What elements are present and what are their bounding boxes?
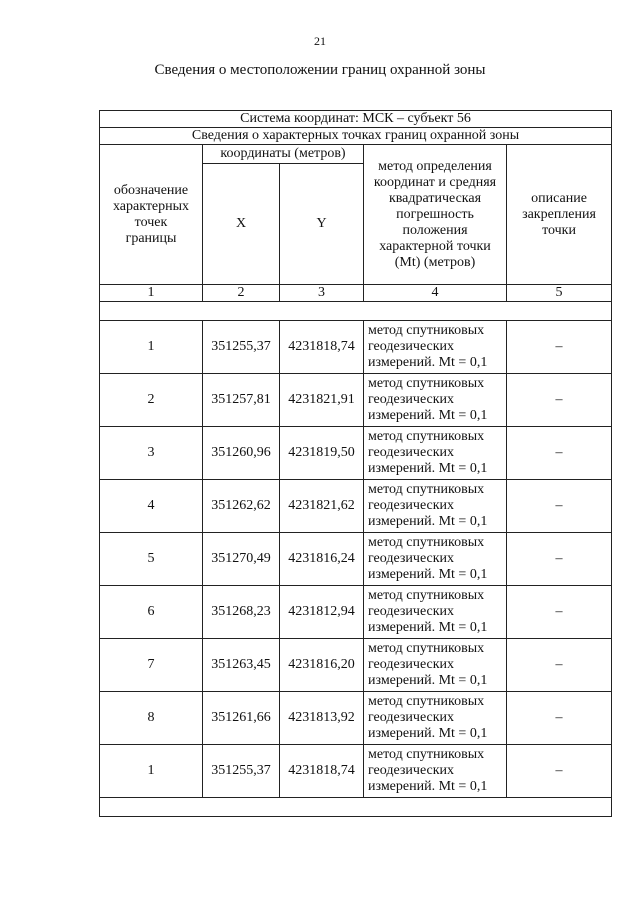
method-cell — [364, 374, 507, 427]
method-cell — [364, 692, 507, 745]
method-line: измерений. Mt = 0,1 — [368, 726, 488, 741]
column-number: 2 — [203, 285, 280, 302]
method-line: метод спутниковых — [368, 641, 485, 656]
header-x: X — [203, 164, 280, 285]
boundary-points-table — [99, 110, 612, 817]
spacer-row — [100, 798, 612, 817]
point-cell: 2 — [100, 374, 203, 427]
subtitle-cell: Сведения о характерных точках границ охранной зоны — [100, 128, 612, 145]
y-cell: 4231818,74 — [280, 321, 364, 374]
method-cell — [364, 639, 507, 692]
method-line: измерений. Mt = 0,1 — [368, 620, 488, 635]
x-cell: 351261,66 — [203, 692, 280, 745]
method-line: геодезических — [368, 392, 455, 407]
coordinate-system-cell: Система координат: МСК – субъект 56 — [100, 111, 612, 128]
point-cell: 3 — [100, 427, 203, 480]
x-cell: 351270,49 — [203, 533, 280, 586]
method-cell — [364, 480, 507, 533]
table-row — [100, 586, 612, 639]
coordinate-system-row — [100, 111, 612, 128]
description-cell: – — [507, 745, 612, 798]
method-cell — [364, 745, 507, 798]
method-line: геодезических — [368, 604, 455, 619]
method-line: метод спутниковых — [368, 535, 485, 550]
description-cell: – — [507, 533, 612, 586]
method-line: измерений. Mt = 0,1 — [368, 408, 488, 423]
y-cell: 4231818,74 — [280, 745, 364, 798]
y-cell: 4231821,62 — [280, 480, 364, 533]
method-line: метод спутниковых — [368, 694, 485, 709]
y-cell: 4231816,20 — [280, 639, 364, 692]
method-line: измерений. Mt = 0,1 — [368, 779, 488, 794]
page-number: 21 — [314, 34, 326, 48]
table-row — [100, 321, 612, 374]
method-line: геодезических — [368, 339, 455, 354]
method-line: метод спутниковых — [368, 588, 485, 603]
x-cell: 351255,37 — [203, 745, 280, 798]
table-row — [100, 639, 612, 692]
table-row — [100, 745, 612, 798]
table-body — [100, 111, 612, 321]
description-cell: – — [507, 639, 612, 692]
y-cell: 4231816,24 — [280, 533, 364, 586]
method-cell — [364, 321, 507, 374]
spacer-row — [100, 302, 612, 321]
point-cell: 8 — [100, 692, 203, 745]
table-rows — [100, 321, 612, 798]
table-row — [100, 427, 612, 480]
description-cell: – — [507, 374, 612, 427]
y-cell: 4231819,50 — [280, 427, 364, 480]
spacer-cell — [100, 302, 612, 321]
column-number: 4 — [364, 285, 507, 302]
header-point-designation: обозначение характерных точек границы — [100, 145, 203, 285]
column-number-row — [100, 285, 612, 302]
header-coordinates: координаты (метров) — [203, 145, 364, 164]
point-cell: 1 — [100, 321, 203, 374]
x-cell: 351262,62 — [203, 480, 280, 533]
header-y: Y — [280, 164, 364, 285]
method-line: измерений. Mt = 0,1 — [368, 461, 488, 476]
point-cell: 4 — [100, 480, 203, 533]
column-number: 1 — [100, 285, 203, 302]
point-cell: 6 — [100, 586, 203, 639]
table-footer — [100, 798, 612, 817]
point-cell: 5 — [100, 533, 203, 586]
column-number: 3 — [280, 285, 364, 302]
method-line: метод спутниковых — [368, 429, 485, 444]
y-cell: 4231821,91 — [280, 374, 364, 427]
table-row — [100, 374, 612, 427]
x-cell: 351263,45 — [203, 639, 280, 692]
table-row — [100, 480, 612, 533]
header-row — [100, 145, 612, 164]
point-cell: 1 — [100, 745, 203, 798]
header-method: метод определения координат и средняя квадратическая погрешность положения характерной точки (Mt) (метров) — [364, 145, 507, 285]
table-row — [100, 533, 612, 586]
method-line: геодезических — [368, 445, 455, 460]
document-title: Сведения о местоположении границ охранной зоны — [154, 62, 486, 78]
x-cell: 351257,81 — [203, 374, 280, 427]
description-cell: – — [507, 321, 612, 374]
header-description: описание закрепления точки — [507, 145, 612, 285]
table-row — [100, 692, 612, 745]
method-cell — [364, 533, 507, 586]
description-cell: – — [507, 586, 612, 639]
description-cell: – — [507, 480, 612, 533]
method-line: метод спутниковых — [368, 747, 485, 762]
method-line: измерений. Mt = 0,1 — [368, 514, 488, 529]
method-line: геодезических — [368, 657, 455, 672]
column-number: 5 — [507, 285, 612, 302]
method-line: геодезических — [368, 498, 455, 513]
point-cell: 7 — [100, 639, 203, 692]
x-cell: 351268,23 — [203, 586, 280, 639]
method-line: метод спутниковых — [368, 323, 485, 338]
description-cell: – — [507, 427, 612, 480]
method-cell — [364, 586, 507, 639]
y-cell: 4231812,94 — [280, 586, 364, 639]
method-cell — [364, 427, 507, 480]
method-line: измерений. Mt = 0,1 — [368, 355, 488, 370]
x-cell: 351260,96 — [203, 427, 280, 480]
method-line: геодезических — [368, 710, 455, 725]
method-line: метод спутниковых — [368, 376, 485, 391]
method-line: метод спутниковых — [368, 482, 485, 497]
method-line: измерений. Mt = 0,1 — [368, 673, 488, 688]
x-cell: 351255,37 — [203, 321, 280, 374]
method-line: измерений. Mt = 0,1 — [368, 567, 488, 582]
y-cell: 4231813,92 — [280, 692, 364, 745]
method-line: геодезических — [368, 551, 455, 566]
subtitle-row — [100, 128, 612, 145]
spacer-cell — [100, 798, 612, 817]
description-cell: – — [507, 692, 612, 745]
method-line: геодезических — [368, 763, 455, 778]
